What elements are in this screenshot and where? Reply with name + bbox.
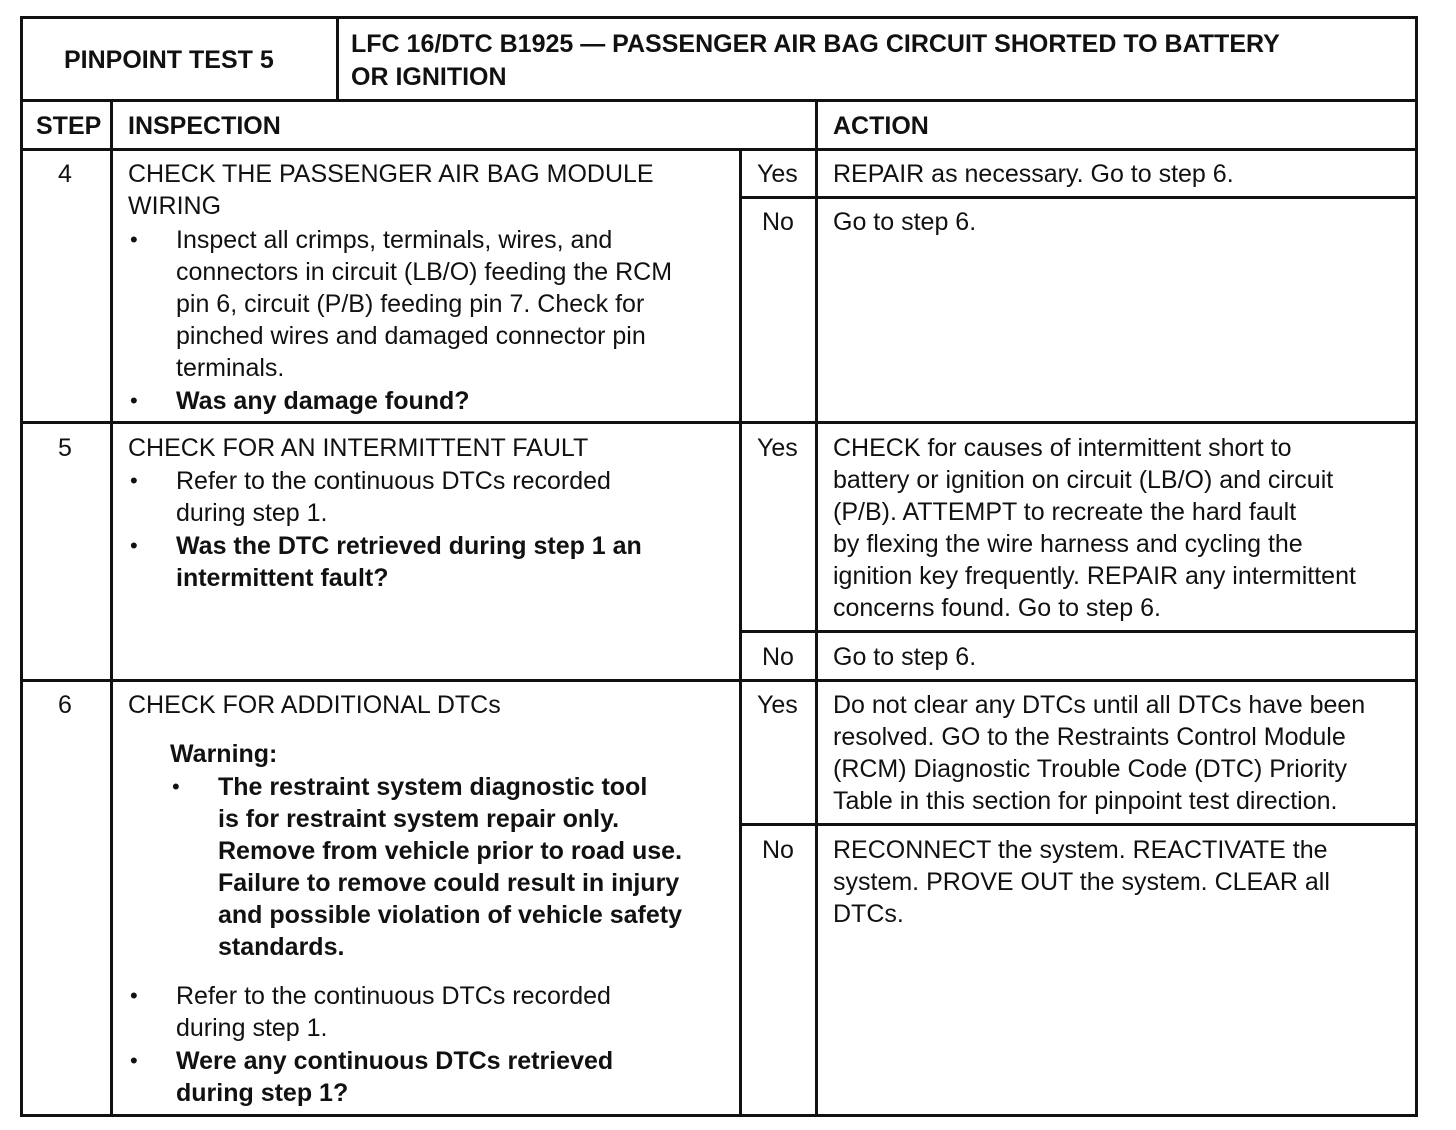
step-question: Were any continuous DTCs retrieved	[176, 1047, 614, 1075]
step-bullet-line: pin 6, circuit (P/B) feeding pin 7. Check for	[176, 290, 645, 318]
step-bullet-line: during step 1.	[176, 499, 328, 527]
yes-label: Yes	[757, 434, 798, 462]
yes-action: by flexing the wire harness and cycling the	[833, 530, 1303, 558]
yes-action: resolved. GO to the Restraints Control Module	[833, 723, 1346, 751]
bullet-glyph: •	[130, 388, 138, 413]
bullet-glyph: •	[130, 533, 138, 558]
test-title-line1: LFC 16/DTC B1925 — PASSENGER AIR BAG CIRCUIT SHORTED TO BATTERY	[351, 30, 1280, 58]
rule-step5-bottom	[20, 679, 1418, 682]
yes-label: Yes	[757, 691, 798, 719]
warning-line: and possible violation of vehicle safety	[218, 901, 683, 929]
no-action: system. PROVE OUT the system. CLEAR all	[833, 868, 1330, 896]
rule-columns-bottom	[20, 148, 1418, 151]
yes-action: Do not clear any DTCs until all DTCs have been	[833, 691, 1366, 719]
warning-line: Remove from vehicle prior to road use.	[218, 837, 683, 865]
bullet-glyph: •	[172, 774, 180, 799]
no-action: RECONNECT the system. REACTIVATE the	[833, 836, 1328, 864]
warning-line: The restraint system diagnostic tool	[218, 773, 648, 801]
bullet-glyph: •	[130, 1048, 138, 1073]
bullet-glyph: •	[130, 983, 138, 1008]
step-bullet-line: Inspect all crimps, terminals, wires, and	[176, 226, 613, 254]
warning-line: is for restraint system repair only.	[218, 805, 620, 833]
no-label: No	[762, 836, 794, 864]
rule-step4-yes-no	[739, 196, 1418, 199]
step-question: Was any damage found?	[176, 387, 470, 415]
step-bullet-line: connectors in circuit (LB/O) feeding the RCM	[176, 258, 673, 286]
column-step: STEP	[36, 112, 102, 140]
rule-step-col	[110, 99, 113, 1117]
rule-step4-bottom	[20, 421, 1418, 424]
step-bullet-line: pinched wires and damaged connector pin	[176, 322, 646, 350]
warning-line: Failure to remove could result in injury	[218, 869, 680, 897]
yes-label: Yes	[757, 160, 798, 188]
step-bullet-line: during step 1.	[176, 1014, 328, 1042]
rule-yesno-col	[739, 148, 742, 1117]
step-question: Was the DTC retrieved during step 1 an	[176, 532, 642, 560]
no-label: No	[762, 208, 794, 236]
rule-header-bottom	[20, 99, 1418, 102]
no-action: Go to step 6.	[833, 208, 977, 236]
yes-action: concerns found. Go to step 6.	[833, 594, 1161, 622]
warning-label: Warning:	[170, 740, 278, 768]
step-title: CHECK THE PASSENGER AIR BAG MODULE	[128, 160, 654, 188]
step-bullet-line: terminals.	[176, 354, 285, 382]
no-label: No	[762, 643, 794, 671]
step-title: CHECK FOR AN INTERMITTENT FAULT	[128, 434, 589, 462]
step-title: CHECK FOR ADDITIONAL DTCs	[128, 691, 501, 719]
step-title: WIRING	[128, 192, 222, 220]
bullet-glyph: •	[130, 227, 138, 252]
test-title-line2: OR IGNITION	[351, 63, 507, 91]
step-number: 6	[58, 691, 72, 719]
column-inspection: INSPECTION	[128, 112, 281, 140]
yes-action: (P/B). ATTEMPT to recreate the hard fault	[833, 498, 1297, 526]
rule-header-divider	[336, 16, 339, 101]
rule-step5-yes-no	[739, 630, 1418, 633]
step-number: 4	[58, 160, 72, 188]
yes-action: ignition key frequently. REPAIR any intermittent	[833, 562, 1356, 590]
yes-action: battery or ignition on circuit (LB/O) and circuit	[833, 466, 1334, 494]
yes-action: REPAIR as necessary. Go to step 6.	[833, 160, 1234, 188]
step-bullet-line: Refer to the continuous DTCs recorded	[176, 467, 611, 495]
yes-action: CHECK for causes of intermittent short to	[833, 434, 1292, 462]
step-question: during step 1?	[176, 1079, 349, 1107]
test-label: PINPOINT TEST 5	[64, 46, 274, 74]
warning-line: standards.	[218, 933, 345, 961]
no-action: DTCs.	[833, 900, 904, 928]
step-question: intermittent fault?	[176, 564, 389, 592]
rule-action-col	[815, 99, 818, 1117]
bullet-glyph: •	[130, 468, 138, 493]
yes-action: Table in this section for pinpoint test direction.	[833, 787, 1338, 815]
no-action: Go to step 6.	[833, 643, 977, 671]
rule-step6-yes-no	[739, 823, 1418, 826]
step-number: 5	[58, 434, 72, 462]
step-bullet-line: Refer to the continuous DTCs recorded	[176, 982, 611, 1010]
yes-action: (RCM) Diagnostic Trouble Code (DTC) Priority	[833, 755, 1348, 783]
column-action: ACTION	[833, 112, 929, 140]
